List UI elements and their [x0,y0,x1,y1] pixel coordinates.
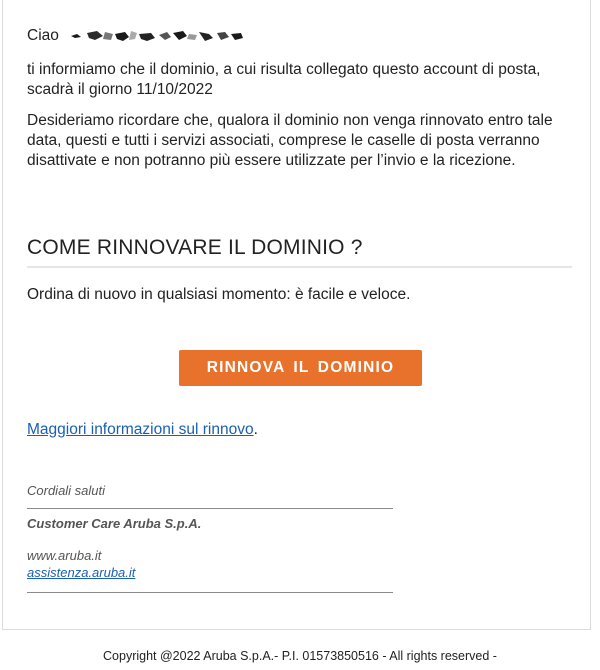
section-title: COME RINNOVARE IL DOMINIO ? [27,236,363,259]
redacted-name-mark [67,28,247,44]
more-info-suffix: . [253,421,258,438]
greeting-line [27,26,247,46]
more-info-link[interactable]: Maggiori informazioni sul rinnovo [27,421,254,438]
signature-website: www.aruba.it [27,548,102,563]
greeting-text: Ciao [27,27,59,44]
footer-copyright: Copyright @2022 Aruba S.p.A.- P.I. 01573850516 - All rights reserved - [103,649,497,663]
more-info-line [27,420,258,440]
signature-closing: Cordiali saluti [27,483,106,498]
signature-divider-top [27,508,393,509]
order-again-paragraph: Ordina di nuovo in qualsiasi momento: è facile e veloce. [27,286,411,303]
signature-support [27,564,135,581]
domain-expiry-paragraph: ti informiamo che il dominio, a cui risulta collegato questo account di posta, scadrà il giorno 11/10/2022 [27,61,541,98]
renew-domain-button[interactable]: RINNOVA IL DOMINIO [179,350,422,386]
email-card [2,0,591,630]
support-link[interactable]: assistenza.aruba.it [27,565,136,580]
signature-divider-bottom [27,592,393,593]
section-divider [27,266,572,268]
signature-company: Customer Care Aruba S.p.A. [27,516,202,531]
deactivation-warning-paragraph: Desideriamo ricordare che, qualora il dominio non venga rinnovato entro tale data, questi e tutti i servizi associati, comprese le caselle di posta verranno disattivate e non potranno più essere utilizzate per l’invio e la ricezione. [27,112,553,169]
